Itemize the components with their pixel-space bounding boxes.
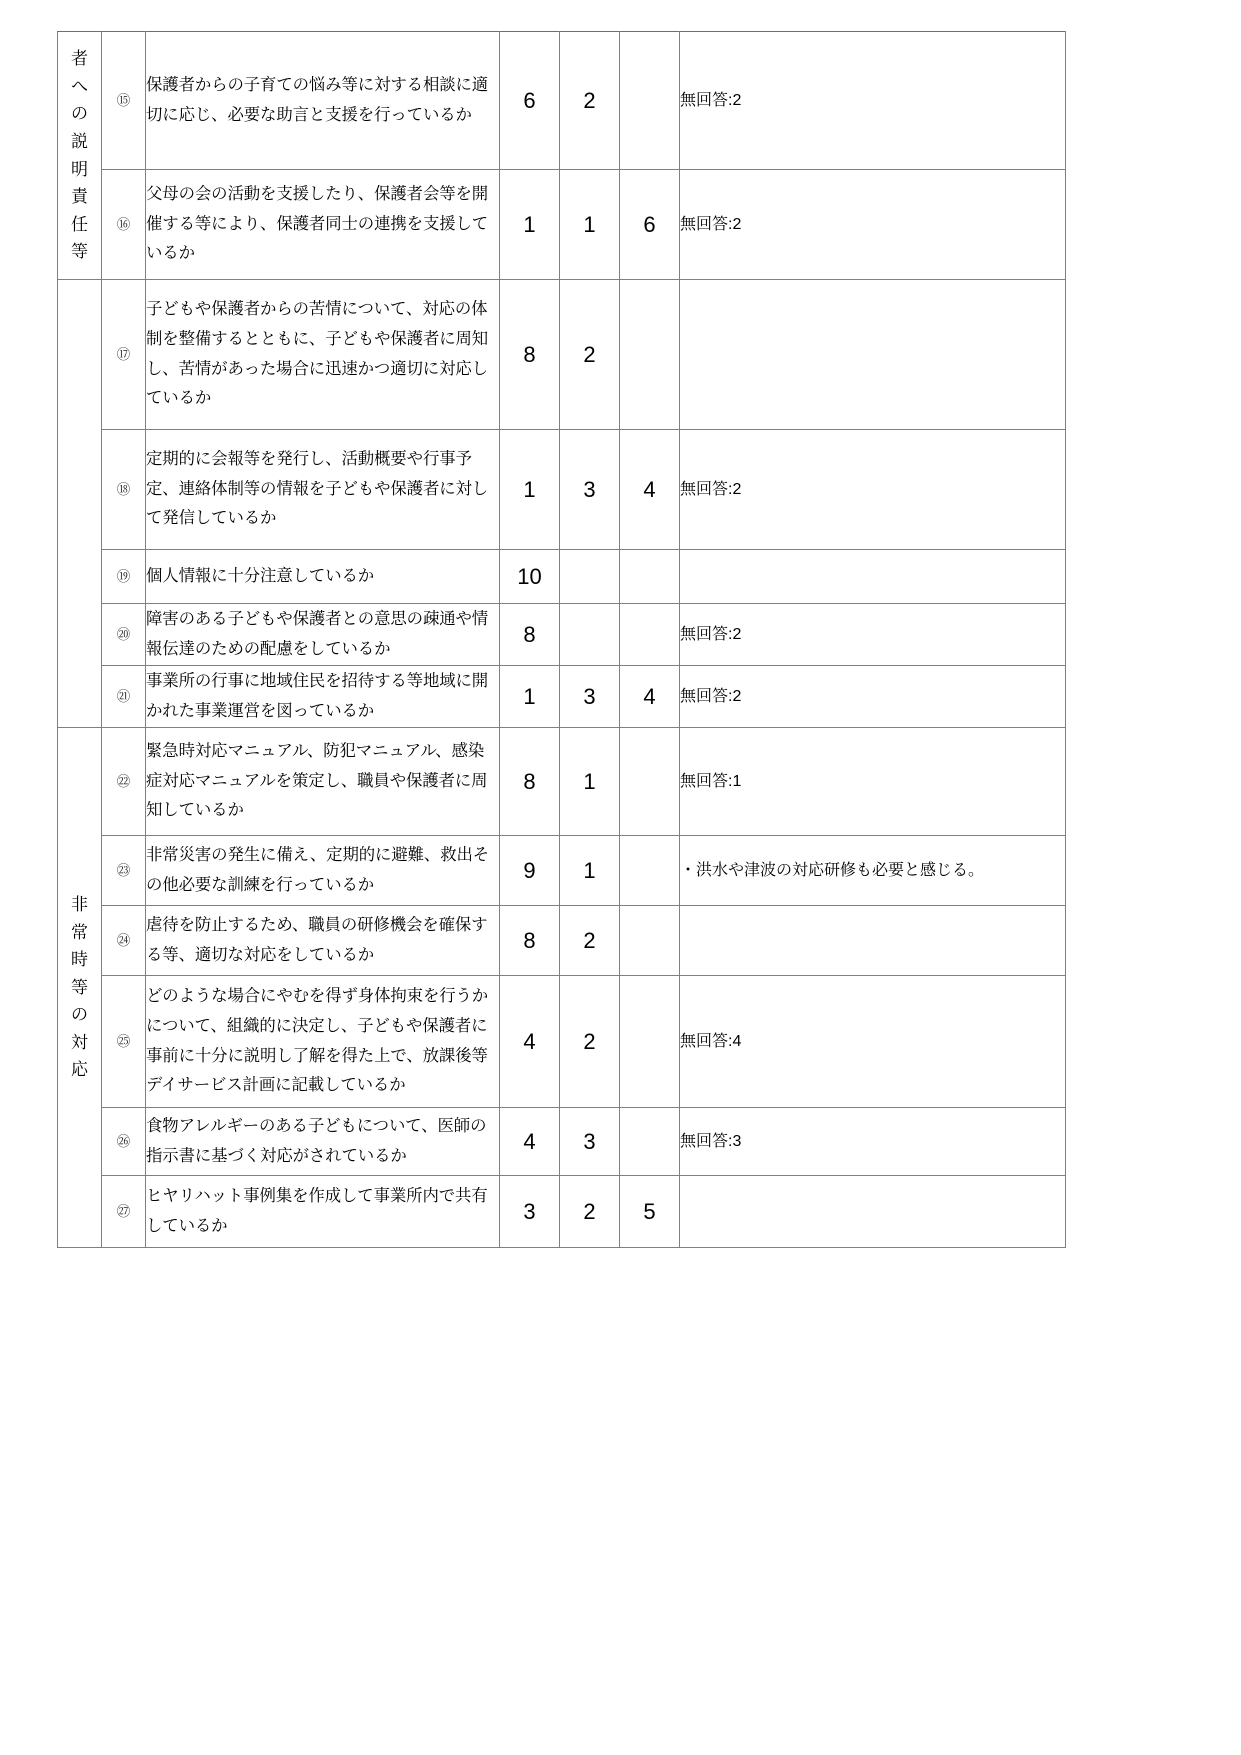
item-number-cell bbox=[102, 666, 146, 728]
circled-number: ㉗ bbox=[116, 1204, 131, 1219]
item-number-cell bbox=[102, 280, 146, 430]
item-text: 事業所の行事に地域住民を招待する等地域に開かれた事業運営を図っているか bbox=[146, 671, 489, 720]
response-count-2: 1 bbox=[560, 836, 620, 906]
item-text: 非常災害の発生に備え、定期的に避難、救出その他必要な訓練を行っているか bbox=[146, 845, 490, 894]
remark-cell: 無回答:2 bbox=[680, 604, 1066, 666]
response-count-1: 1 bbox=[500, 170, 560, 280]
item-text: 緊急時対応マニュアル、防犯マニュアル、感染症対応マニュアルを策定し、職員や保護者に周知しているか bbox=[146, 742, 488, 820]
item-text: ヒヤリハット事例集を作成して事業所内で共有しているか bbox=[146, 1186, 488, 1235]
item-text: 食物アレルギーのある子どもについて、医師の指示書に基づく対応がされているか bbox=[146, 1116, 487, 1165]
category-label-cell bbox=[58, 728, 102, 1248]
table-row bbox=[58, 430, 1066, 550]
response-count-2 bbox=[560, 550, 620, 604]
item-number-cell bbox=[102, 430, 146, 550]
response-count-2: 1 bbox=[560, 728, 620, 836]
item-number-cell bbox=[102, 604, 146, 666]
circled-number: ㉔ bbox=[116, 933, 131, 948]
response-count-3 bbox=[620, 32, 680, 170]
item-text-cell bbox=[146, 906, 500, 976]
response-count-2: 2 bbox=[560, 976, 620, 1108]
response-count-3 bbox=[620, 976, 680, 1108]
table-row bbox=[58, 32, 1066, 170]
table-row bbox=[58, 1176, 1066, 1248]
item-text: 障害のある子どもや保護者との意思の疎通や情報伝達のための配慮をしているか bbox=[146, 609, 489, 658]
remark-cell: ・洪水や津波の対応研修も必要と感じる。 bbox=[680, 836, 1066, 906]
response-count-3: 6 bbox=[620, 170, 680, 280]
table-row bbox=[58, 170, 1066, 280]
table-row bbox=[58, 976, 1066, 1108]
table-row bbox=[58, 836, 1066, 906]
remark-cell bbox=[680, 1176, 1066, 1248]
response-count-1: 3 bbox=[500, 1176, 560, 1248]
remark-cell: 無回答:3 bbox=[680, 1108, 1066, 1176]
remark-cell: 無回答:2 bbox=[680, 170, 1066, 280]
response-count-3: 4 bbox=[620, 666, 680, 728]
response-count-3: 5 bbox=[620, 1176, 680, 1248]
response-count-1: 8 bbox=[500, 604, 560, 666]
circled-number: ㉕ bbox=[116, 1034, 131, 1049]
item-text-cell bbox=[146, 1176, 500, 1248]
category-label-cell bbox=[58, 32, 102, 280]
item-number-cell bbox=[102, 1176, 146, 1248]
response-count-1: 8 bbox=[500, 728, 560, 836]
item-text: 父母の会の活動を支援したり、保護者会等を開催する等により、保護者同士の連携を支援しているか bbox=[146, 185, 489, 263]
table-row bbox=[58, 1108, 1066, 1176]
response-count-3 bbox=[620, 550, 680, 604]
item-text-cell bbox=[146, 550, 500, 604]
response-count-1: 9 bbox=[500, 836, 560, 906]
item-number-cell bbox=[102, 976, 146, 1108]
response-count-1: 8 bbox=[500, 906, 560, 976]
circled-number: ㉒ bbox=[116, 774, 131, 789]
table-row bbox=[58, 728, 1066, 836]
circled-number: ㉑ bbox=[116, 689, 131, 704]
response-count-2: 2 bbox=[560, 32, 620, 170]
response-count-3 bbox=[620, 836, 680, 906]
response-count-3 bbox=[620, 1108, 680, 1176]
item-text-cell bbox=[146, 604, 500, 666]
response-count-2 bbox=[560, 604, 620, 666]
response-count-1: 10 bbox=[500, 550, 560, 604]
circled-number: ㉖ bbox=[116, 1134, 131, 1149]
response-count-3 bbox=[620, 906, 680, 976]
response-count-2: 2 bbox=[560, 1176, 620, 1248]
item-text: 定期的に会報等を発行し、活動概要や行事予定、連絡体制等の情報を子どもや保護者に対して発信しているか bbox=[146, 450, 489, 528]
item-number-cell bbox=[102, 32, 146, 170]
item-number-cell bbox=[102, 906, 146, 976]
response-count-2: 3 bbox=[560, 666, 620, 728]
item-text: どのような場合にやむを得ず身体拘束を行うかについて、組織的に決定し、子どもや保護者に事前に十分に説明し了解を得た上で、放課後等デイサービス計画に記載しているか bbox=[146, 987, 489, 1095]
response-count-2: 2 bbox=[560, 906, 620, 976]
circled-number: ⑲ bbox=[116, 569, 131, 584]
response-count-3 bbox=[620, 280, 680, 430]
item-text-cell bbox=[146, 1108, 500, 1176]
remark-cell: 無回答:2 bbox=[680, 32, 1066, 170]
remark-cell bbox=[680, 280, 1066, 430]
response-count-1: 1 bbox=[500, 666, 560, 728]
remark-cell bbox=[680, 550, 1066, 604]
item-text: 虐待を防止するため、職員の研修機会を確保する等、適切な対応をしているか bbox=[146, 915, 488, 964]
circled-number: ⑳ bbox=[116, 627, 131, 642]
remark-cell: 無回答:4 bbox=[680, 976, 1066, 1108]
table-body bbox=[58, 32, 1066, 1248]
item-text-cell bbox=[146, 32, 500, 170]
item-text-cell bbox=[146, 280, 500, 430]
table-row bbox=[58, 906, 1066, 976]
response-count-2: 1 bbox=[560, 170, 620, 280]
response-count-2: 2 bbox=[560, 280, 620, 430]
table-row bbox=[58, 604, 1066, 666]
item-text: 個人情報に十分注意しているか bbox=[146, 566, 375, 585]
category-label-cell bbox=[58, 280, 102, 728]
response-count-2: 3 bbox=[560, 1108, 620, 1176]
item-text: 子どもや保護者からの苦情について、対応の体制を整備するとともに、子どもや保護者に周知し、苦情があった場合に迅速かつ適切に対応しているか bbox=[146, 300, 489, 408]
table-row bbox=[58, 280, 1066, 430]
item-text-cell bbox=[146, 430, 500, 550]
item-number-cell bbox=[102, 836, 146, 906]
category-label-text: 者 へ の 説 明 責 任 等 bbox=[71, 49, 88, 262]
survey-results-table bbox=[57, 31, 1066, 1248]
response-count-3 bbox=[620, 604, 680, 666]
response-count-3 bbox=[620, 728, 680, 836]
item-number-cell bbox=[102, 728, 146, 836]
item-text-cell bbox=[146, 666, 500, 728]
circled-number: ⑰ bbox=[116, 347, 131, 362]
remark-cell bbox=[680, 906, 1066, 976]
response-count-1: 8 bbox=[500, 280, 560, 430]
remark-cell: 無回答:2 bbox=[680, 666, 1066, 728]
remark-cell: 無回答:1 bbox=[680, 728, 1066, 836]
table-row bbox=[58, 550, 1066, 604]
circled-number: ㉓ bbox=[116, 863, 131, 878]
item-number-cell bbox=[102, 550, 146, 604]
item-text-cell bbox=[146, 728, 500, 836]
response-count-1: 1 bbox=[500, 430, 560, 550]
circled-number: ⑱ bbox=[116, 482, 131, 497]
remark-cell: 無回答:2 bbox=[680, 430, 1066, 550]
item-text-cell bbox=[146, 836, 500, 906]
item-number-cell bbox=[102, 170, 146, 280]
item-text-cell bbox=[146, 170, 500, 280]
response-count-1: 6 bbox=[500, 32, 560, 170]
item-text-cell bbox=[146, 976, 500, 1108]
item-number-cell bbox=[102, 1108, 146, 1176]
response-count-3: 4 bbox=[620, 430, 680, 550]
item-text: 保護者からの子育ての悩み等に対する相談に適切に応じ、必要な助言と支援を行っているか bbox=[146, 75, 489, 124]
category-label-text: 非 常 時 等 の 対 応 bbox=[71, 895, 88, 1080]
circled-number: ⑮ bbox=[116, 93, 131, 108]
response-count-2: 3 bbox=[560, 430, 620, 550]
table-row bbox=[58, 666, 1066, 728]
response-count-1: 4 bbox=[500, 976, 560, 1108]
circled-number: ⑯ bbox=[116, 217, 131, 232]
response-count-1: 4 bbox=[500, 1108, 560, 1176]
